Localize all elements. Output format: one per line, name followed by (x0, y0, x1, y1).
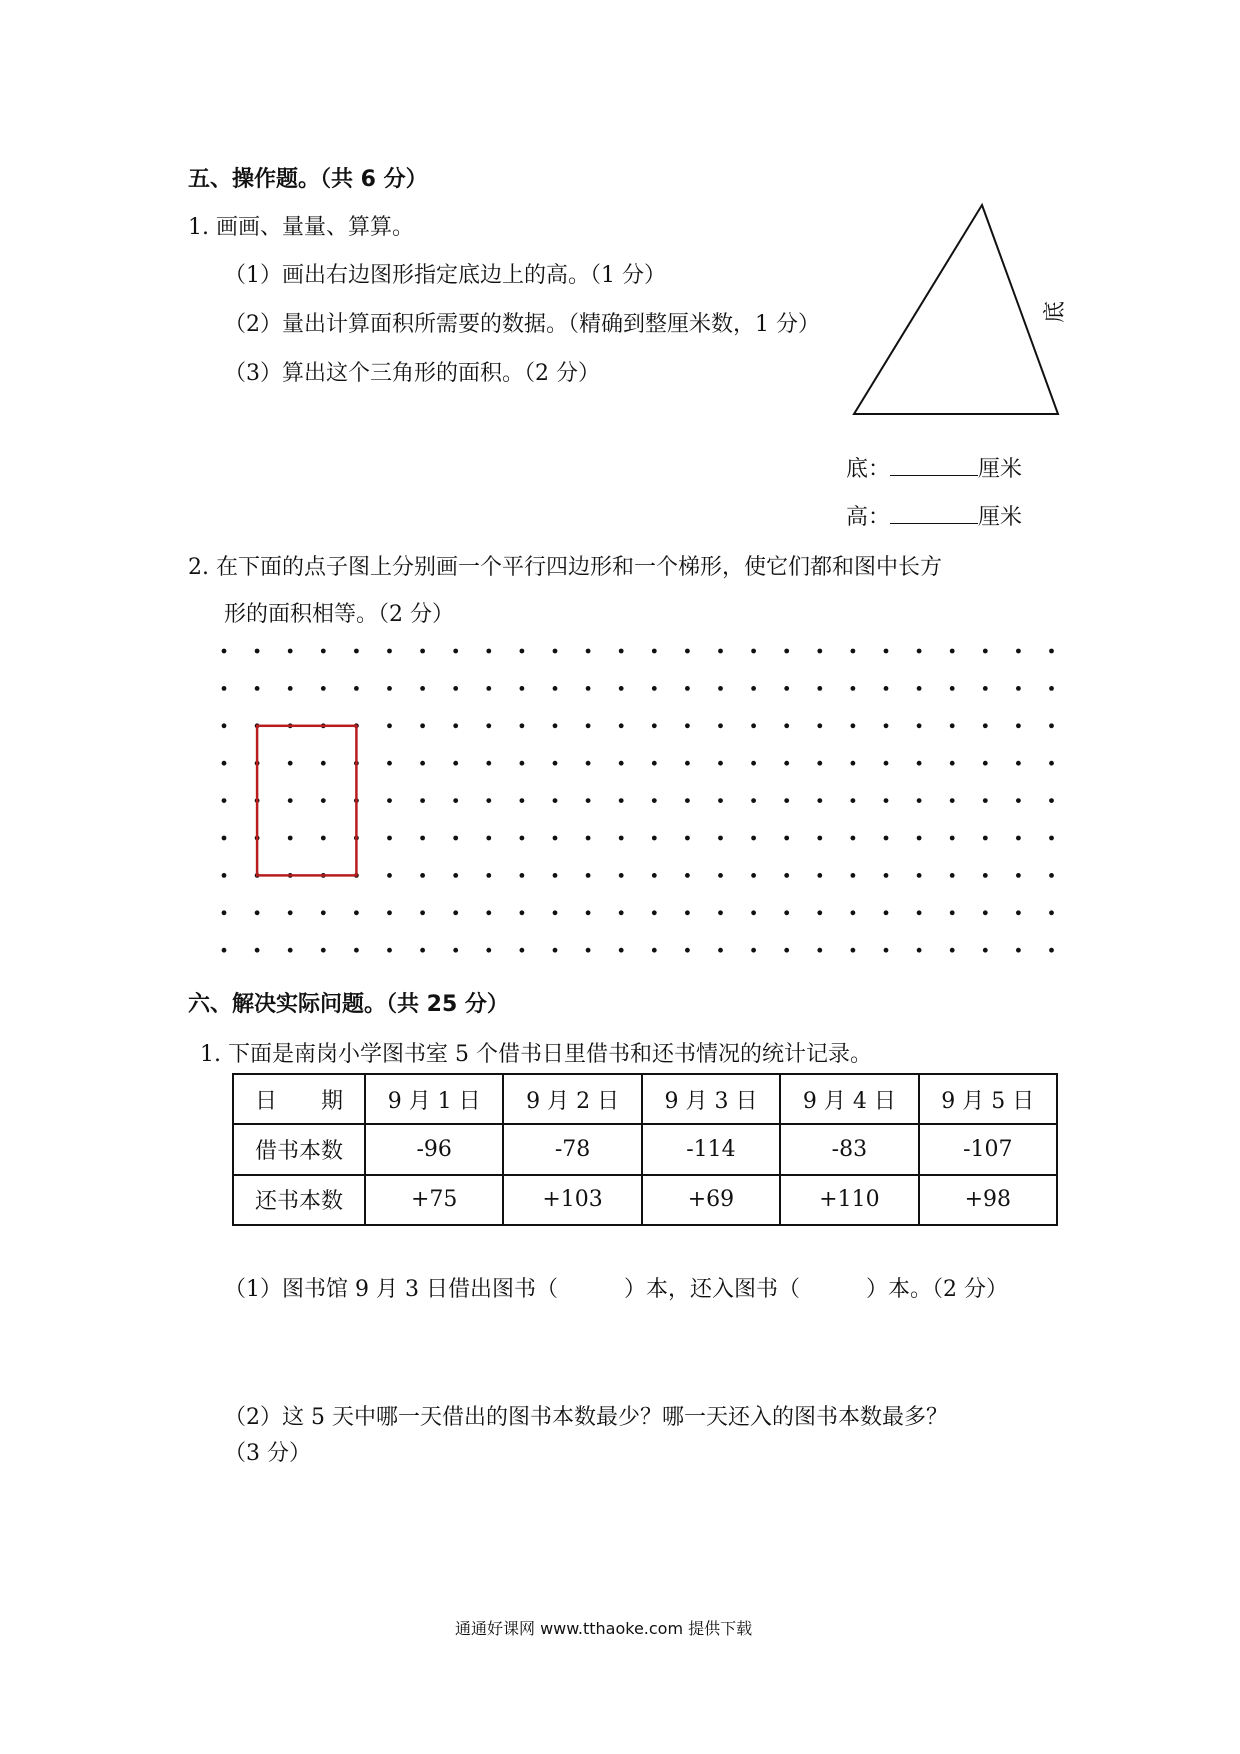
grid-dot[interactable] (619, 649, 624, 654)
grid-dot[interactable] (520, 649, 525, 654)
grid-dot[interactable] (520, 723, 525, 728)
grid-dot[interactable] (784, 723, 789, 728)
grid-dot[interactable] (520, 910, 525, 915)
q2-line2: 形的面积相等。（2 分） (224, 602, 454, 627)
grid-dot[interactable] (1016, 761, 1021, 766)
table-header-cell: 9 月 3 日 (642, 1074, 780, 1124)
grid-dot[interactable] (817, 723, 822, 728)
grid-dot[interactable] (652, 686, 657, 691)
grid-dot[interactable] (718, 649, 723, 654)
grid-dot[interactable] (917, 910, 922, 915)
section5-heading: 五、操作题。（共 6 分） (188, 167, 428, 192)
grid-dot[interactable] (321, 686, 326, 691)
grid-dot[interactable] (453, 686, 458, 691)
grid-dot[interactable] (321, 948, 326, 953)
grid-dot[interactable] (420, 723, 425, 728)
grid-dot[interactable] (983, 761, 988, 766)
grid-dot[interactable] (652, 649, 657, 654)
grid-dot[interactable] (718, 798, 723, 803)
grid-dot[interactable] (619, 798, 624, 803)
table-cell: -114 (642, 1124, 780, 1174)
grid-dot[interactable] (652, 836, 657, 841)
grid-dot[interactable] (851, 873, 856, 878)
grid-dot[interactable] (486, 836, 491, 841)
grid-dot[interactable] (553, 836, 558, 841)
grid-dot[interactable] (784, 686, 789, 691)
grid-dot[interactable] (784, 948, 789, 953)
grid-dot[interactable] (222, 723, 227, 728)
table-cell: +69 (642, 1175, 780, 1225)
grid-dot[interactable] (983, 686, 988, 691)
grid-dot[interactable] (652, 723, 657, 728)
grid-dot[interactable] (685, 948, 690, 953)
grid-dot[interactable] (685, 686, 690, 691)
grid-dot[interactable] (354, 686, 359, 691)
grid-dot[interactable] (817, 836, 822, 841)
table-header-cell: 9 月 5 日 (919, 1074, 1057, 1124)
grid-dot[interactable] (983, 798, 988, 803)
grid-dot[interactable] (420, 873, 425, 878)
grid-dot[interactable] (387, 948, 392, 953)
table-cell: -78 (503, 1124, 641, 1174)
grid-dot[interactable] (321, 761, 326, 766)
q1-sub3: （3）算出这个三角形的面积。（2 分） (224, 361, 600, 386)
grid-dot[interactable] (917, 873, 922, 878)
grid-dot[interactable] (486, 761, 491, 766)
grid-dot[interactable] (1049, 836, 1054, 841)
grid-dot[interactable] (321, 649, 326, 654)
grid-dot[interactable] (751, 873, 756, 878)
grid-dot[interactable] (1049, 649, 1054, 654)
grid-dot[interactable] (520, 873, 525, 878)
height-label: 高： (846, 505, 891, 530)
grid-dot[interactable] (884, 723, 889, 728)
grid-dot[interactable] (387, 723, 392, 728)
grid-dot[interactable] (586, 910, 591, 915)
grid-dot[interactable] (917, 649, 922, 654)
grid-dot[interactable] (718, 836, 723, 841)
grid-dot[interactable] (817, 649, 822, 654)
grid-dot[interactable] (486, 686, 491, 691)
grid-dot[interactable] (817, 798, 822, 803)
grid-dot[interactable] (586, 649, 591, 654)
grid-dot[interactable] (619, 910, 624, 915)
grid-dot[interactable] (751, 686, 756, 691)
grid-dot[interactable] (321, 910, 326, 915)
grid-dot[interactable] (553, 686, 558, 691)
grid-dot[interactable] (288, 798, 293, 803)
grid-dot[interactable] (453, 910, 458, 915)
grid-dot[interactable] (950, 798, 955, 803)
grid-dot[interactable] (387, 873, 392, 878)
grid-dot[interactable] (420, 798, 425, 803)
grid-dot[interactable] (685, 649, 690, 654)
grid-dot[interactable] (222, 948, 227, 953)
grid-dot[interactable] (751, 948, 756, 953)
grid-dot[interactable] (586, 761, 591, 766)
lending-record-table (232, 1073, 1058, 1226)
grid-dot[interactable] (222, 649, 227, 654)
grid-dot[interactable] (950, 873, 955, 878)
grid-dot[interactable] (884, 649, 889, 654)
grid-dot[interactable] (950, 761, 955, 766)
grid-dot[interactable] (983, 948, 988, 953)
q2-line1: 2. 在下面的点子图上分别画一个平行四边形和一个梯形，使它们都和图中长方 (188, 555, 942, 580)
grid-dot[interactable] (387, 798, 392, 803)
table-cell: -96 (365, 1124, 503, 1174)
grid-dot[interactable] (387, 836, 392, 841)
grid-dot[interactable] (619, 836, 624, 841)
grid-dot[interactable] (917, 686, 922, 691)
grid-dot[interactable] (288, 948, 293, 953)
table-header-cell: 9 月 1 日 (365, 1074, 503, 1124)
grid-dot[interactable] (1049, 723, 1054, 728)
section6-heading: 六、解决实际问题。（共 25 分） (188, 992, 509, 1017)
grid-dot[interactable] (884, 686, 889, 691)
grid-dot[interactable] (520, 948, 525, 953)
grid-dot[interactable] (983, 873, 988, 878)
grid-dot[interactable] (784, 873, 789, 878)
grid-dot[interactable] (884, 873, 889, 878)
grid-dot[interactable] (486, 649, 491, 654)
grid-dot[interactable] (652, 798, 657, 803)
grid-dot[interactable] (1049, 761, 1054, 766)
grid-dot[interactable] (222, 836, 227, 841)
table-header-cell: 日 期 (233, 1074, 365, 1124)
grid-dot[interactable] (817, 910, 822, 915)
grid-dot[interactable] (884, 948, 889, 953)
grid-dot[interactable] (851, 723, 856, 728)
grid-dot[interactable] (486, 873, 491, 878)
grid-dot[interactable] (685, 836, 690, 841)
grid-dot[interactable] (950, 723, 955, 728)
grid-dot[interactable] (553, 723, 558, 728)
grid-dot[interactable] (751, 836, 756, 841)
grid-dot[interactable] (652, 948, 657, 953)
q1-label: 1. 画画、量量、算算。 (188, 215, 414, 240)
grid-dot[interactable] (1049, 798, 1054, 803)
table-cell: +110 (780, 1175, 918, 1225)
grid-dot[interactable] (983, 723, 988, 728)
grid-dot[interactable] (718, 948, 723, 953)
grid-dot[interactable] (950, 948, 955, 953)
grid-dot[interactable] (619, 686, 624, 691)
grid-dot[interactable] (453, 649, 458, 654)
grid-dot[interactable] (1016, 948, 1021, 953)
grid-dot[interactable] (652, 761, 657, 766)
grid-dot[interactable] (222, 873, 227, 878)
grid-dot[interactable] (1016, 836, 1021, 841)
grid-dot[interactable] (917, 836, 922, 841)
grid-dot[interactable] (420, 948, 425, 953)
grid-dot[interactable] (586, 836, 591, 841)
grid-dot[interactable] (851, 761, 856, 766)
grid-dot[interactable] (553, 761, 558, 766)
grid-dot[interactable] (817, 948, 822, 953)
grid-dot[interactable] (586, 686, 591, 691)
grid-dot[interactable] (553, 798, 558, 803)
grid-dot[interactable] (784, 836, 789, 841)
base-label: 底： (846, 457, 891, 482)
grid-dot[interactable] (718, 910, 723, 915)
q1-sub1: （1）画出右边图形指定底边上的高。（1 分） (224, 263, 666, 288)
grid-dot[interactable] (784, 761, 789, 766)
grid-dot[interactable] (817, 686, 822, 691)
grid-dot[interactable] (255, 686, 260, 691)
s6-q1-sub2-line1: （2）这 5 天中哪一天借出的图书本数最少？哪一天还入的图书本数最多？ (224, 1405, 948, 1430)
grid-dot[interactable] (1049, 948, 1054, 953)
grid-dot[interactable] (950, 686, 955, 691)
s6-q1-sub2-line2: （3 分） (224, 1441, 311, 1466)
grid-dot[interactable] (453, 723, 458, 728)
footer-source: 通通好课网 www.tthaoke.com 提供下载 (455, 1619, 753, 1638)
table-cell: -83 (780, 1124, 918, 1174)
grid-dot[interactable] (652, 910, 657, 915)
table-cell: +98 (919, 1175, 1057, 1225)
grid-dot[interactable] (751, 723, 756, 728)
grid-dot[interactable] (255, 910, 260, 915)
grid-dot[interactable] (718, 761, 723, 766)
grid-dot[interactable] (288, 686, 293, 691)
grid-dot[interactable] (553, 649, 558, 654)
grid-dot[interactable] (718, 723, 723, 728)
grid-dot[interactable] (1049, 910, 1054, 915)
grid-dot[interactable] (917, 761, 922, 766)
grid-dot[interactable] (784, 910, 789, 915)
grid-dot[interactable] (453, 836, 458, 841)
grid-dot[interactable] (288, 836, 293, 841)
grid-dot[interactable] (983, 910, 988, 915)
grid-dot[interactable] (553, 948, 558, 953)
grid-dot[interactable] (453, 873, 458, 878)
grid-dot[interactable] (950, 910, 955, 915)
grid-dot[interactable] (586, 873, 591, 878)
table-header-row (233, 1074, 1057, 1124)
table-cell: +75 (365, 1175, 503, 1225)
grid-dot[interactable] (586, 723, 591, 728)
s6-q1-label: 1. 下面是南岗小学图书室 5 个借书日里借书和还书情况的统计记录。 (200, 1042, 872, 1067)
base-unit: 厘米 (978, 457, 1023, 482)
grid-dot[interactable] (917, 948, 922, 953)
grid-dot[interactable] (685, 761, 690, 766)
grid-dot[interactable] (321, 836, 326, 841)
grid-dot[interactable] (817, 873, 822, 878)
grid-dot[interactable] (1016, 798, 1021, 803)
grid-dot[interactable] (222, 910, 227, 915)
grid-dot[interactable] (288, 761, 293, 766)
grid-dot[interactable] (553, 873, 558, 878)
grid-dot[interactable] (718, 686, 723, 691)
grid-dot[interactable] (354, 910, 359, 915)
grid-dot[interactable] (222, 798, 227, 803)
s6-q1-sub1: （1）图书馆 9 月 3 日借出图书（ ）本，还入图书（ ）本。（2 分） (224, 1277, 1008, 1302)
grid-dot[interactable] (586, 948, 591, 953)
grid-dot[interactable] (784, 798, 789, 803)
grid-dot[interactable] (354, 649, 359, 654)
grid-dot[interactable] (983, 836, 988, 841)
grid-dot[interactable] (1016, 910, 1021, 915)
grid-dot[interactable] (884, 761, 889, 766)
grid-dot[interactable] (420, 649, 425, 654)
grid-dot[interactable] (917, 798, 922, 803)
table-row (233, 1175, 1057, 1225)
grid-dot[interactable] (619, 873, 624, 878)
grid-dot[interactable] (851, 948, 856, 953)
grid-dot[interactable] (751, 798, 756, 803)
grid-dot[interactable] (420, 836, 425, 841)
grid-dot[interactable] (751, 910, 756, 915)
grid-dot[interactable] (1049, 686, 1054, 691)
grid-dot[interactable] (222, 761, 227, 766)
grid-dot[interactable] (950, 649, 955, 654)
table-header-cell: 9 月 4 日 (780, 1074, 918, 1124)
grid-dot[interactable] (619, 723, 624, 728)
table-row-label: 还书本数 (233, 1175, 365, 1225)
grid-dot[interactable] (486, 723, 491, 728)
grid-dot[interactable] (453, 948, 458, 953)
grid-dot[interactable] (884, 910, 889, 915)
grid-dot[interactable] (685, 910, 690, 915)
grid-dot[interactable] (255, 948, 260, 953)
grid-dot[interactable] (520, 686, 525, 691)
reference-rectangle (257, 726, 356, 876)
grid-dot[interactable] (486, 910, 491, 915)
grid-dot[interactable] (387, 686, 392, 691)
grid-dot[interactable] (851, 836, 856, 841)
grid-dot[interactable] (1049, 873, 1054, 878)
grid-dot[interactable] (486, 948, 491, 953)
grid-dot[interactable] (817, 761, 822, 766)
grid-dot[interactable] (453, 761, 458, 766)
grid-dot[interactable] (718, 873, 723, 878)
grid-dot[interactable] (851, 910, 856, 915)
grid-dot[interactable] (1016, 686, 1021, 691)
grid-dot[interactable] (652, 873, 657, 878)
grid-dot[interactable] (619, 948, 624, 953)
grid-dot[interactable] (917, 723, 922, 728)
grid-dot[interactable] (387, 649, 392, 654)
grid-dot[interactable] (453, 798, 458, 803)
grid-dot[interactable] (983, 649, 988, 654)
grid-dot[interactable] (486, 798, 491, 803)
grid-dot[interactable] (851, 798, 856, 803)
grid-dot[interactable] (884, 798, 889, 803)
grid-dot[interactable] (288, 649, 293, 654)
grid-dot[interactable] (420, 686, 425, 691)
grid-dot[interactable] (586, 798, 591, 803)
grid-dot[interactable] (1016, 723, 1021, 728)
table-row (233, 1124, 1057, 1174)
grid-dot[interactable] (387, 910, 392, 915)
grid-dot[interactable] (520, 798, 525, 803)
table-cell: +103 (503, 1175, 641, 1225)
grid-dot[interactable] (685, 723, 690, 728)
q1-sub2: （2）量出计算面积所需要的数据。（精确到整厘米数，1 分） (224, 312, 820, 337)
grid-dot[interactable] (619, 761, 624, 766)
grid-dot[interactable] (751, 761, 756, 766)
table-cell: -107 (919, 1124, 1057, 1174)
triangle-side-label: 底 (1042, 301, 1065, 327)
grid-dot[interactable] (851, 649, 856, 654)
grid-dot[interactable] (321, 798, 326, 803)
grid-dot[interactable] (387, 761, 392, 766)
table-header-cell: 9 月 2 日 (503, 1074, 641, 1124)
grid-dot[interactable] (520, 836, 525, 841)
grid-dot[interactable] (950, 836, 955, 841)
grid-dot[interactable] (685, 798, 690, 803)
grid-dot[interactable] (255, 649, 260, 654)
grid-dot[interactable] (784, 649, 789, 654)
grid-dot[interactable] (851, 686, 856, 691)
grid-dot[interactable] (520, 761, 525, 766)
height-unit: 厘米 (978, 505, 1023, 530)
grid-dot[interactable] (288, 910, 293, 915)
grid-dot[interactable] (884, 836, 889, 841)
grid-dot[interactable] (222, 686, 227, 691)
grid-dot[interactable] (1016, 649, 1021, 654)
grid-dot[interactable] (420, 910, 425, 915)
grid-dot[interactable] (1016, 873, 1021, 878)
grid-dot[interactable] (420, 761, 425, 766)
grid-dot[interactable] (553, 910, 558, 915)
table-row-label: 借书本数 (233, 1124, 365, 1174)
grid-dot[interactable] (751, 649, 756, 654)
grid-dot[interactable] (354, 948, 359, 953)
grid-dot[interactable] (685, 873, 690, 878)
